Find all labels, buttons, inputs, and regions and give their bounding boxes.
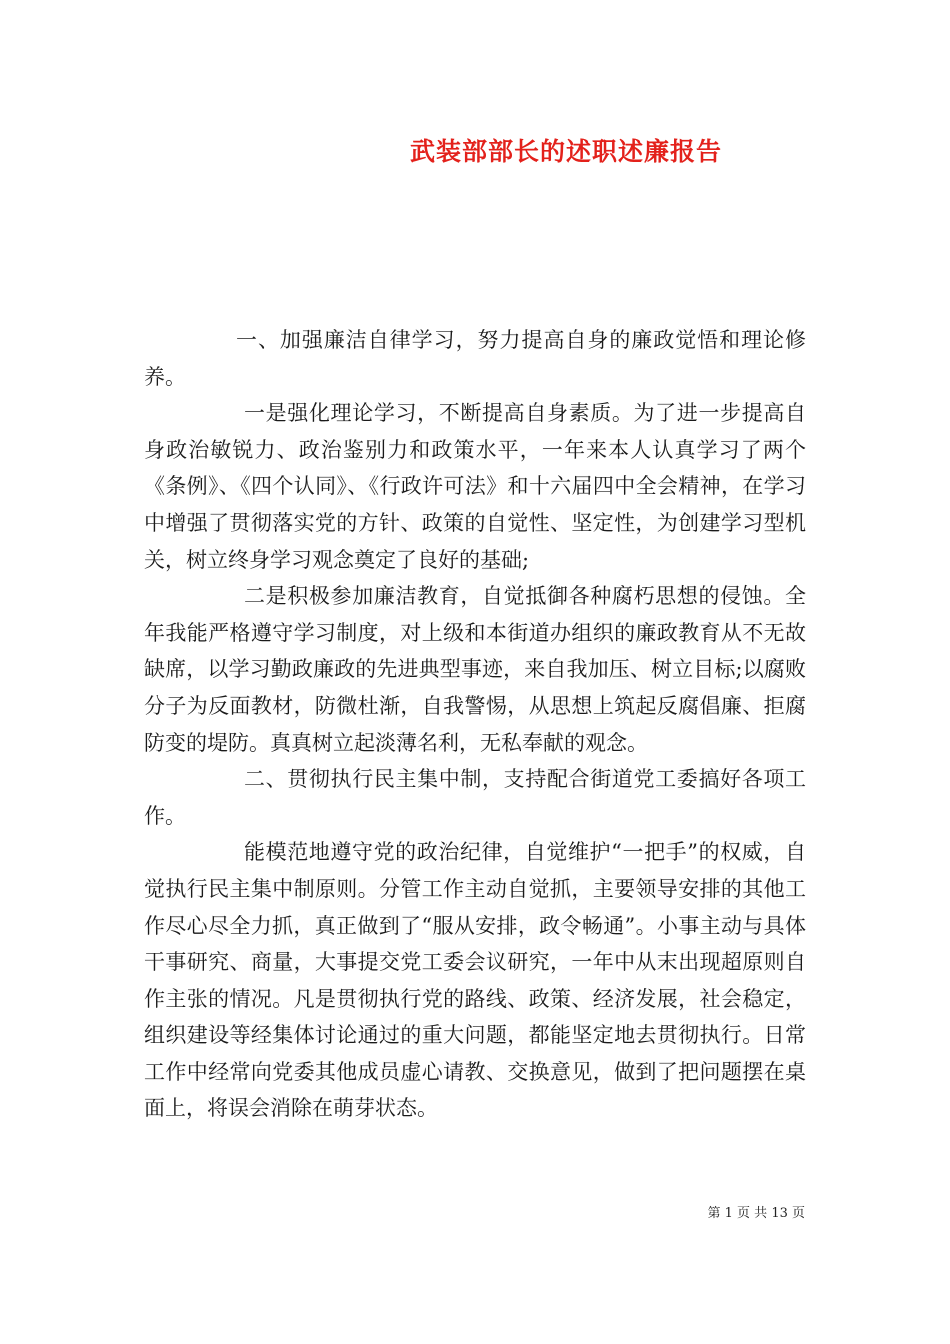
paragraph-political-discipline: 能模范地遵守党的政治纪律，自觉维护“一把手”的权威，自觉执行民主集中制原则。分管工作主动自觉抓，主要领导安排的其他工作尽心尽全力抓，真正做到了“服从安排，政令畅通”。小事主动与具体干事研究、商量，大事提交党工委会议研究，一年中从末出现超原则自作主张的情况。凡是贯彻执行党的路线、政策、经济发展，社会稳定，组织建设等经集体讨论通过的重大问题，都能坚定地去贯彻执行。日常工作中经常向党委其他成员虚心请教、交换意见，做到了把问题摆在桌面上，将误会消除在萌芽状态。 [144, 840, 806, 1121]
paragraph-theory-study: 一是强化理论学习，不断提高自身素质。为了进一步提高自身政治敏锐力、政治鉴别力和政策水平，一年来本人认真学习了两个《条例》、《四个认同》、《行政许可法》和十六届四中全会精神，在学习中增强了贯彻落实党的方针、政策的自觉性、坚定性，为创建学习型机关，树立终身学习观念奠定了良好的基础; [144, 401, 806, 572]
paragraph-integrity-education: 二是积极参加廉洁教育，自觉抵御各种腐朽思想的侵蚀。全年我能严格遵守学习制度，对上级和本街道办组织的廉政教育从不无故缺席，以学习勤政廉政的先进典型事迹，来自我加压、树立目标;以腐败分子为反面教材，防微杜渐，自我警惕，从思想上筑起反腐倡廉、拒腐防变的堤防。真真树立起淡薄名利，无私奉献的观念。 [144, 584, 806, 755]
document-title: 武装部部长的述职述廉报告 [410, 137, 723, 166]
page-number-footer: 第 1 页 共 13 页 [707, 1206, 805, 1221]
paragraph-section-1-heading: 一、加强廉洁自律学习，努力提高自身的廉政觉悟和理论修养。 [144, 328, 806, 389]
document-body [144, 322, 806, 1127]
paragraph-section-2-heading: 二、贯彻执行民主集中制，支持配合街道党工委搞好各项工作。 [144, 767, 806, 828]
